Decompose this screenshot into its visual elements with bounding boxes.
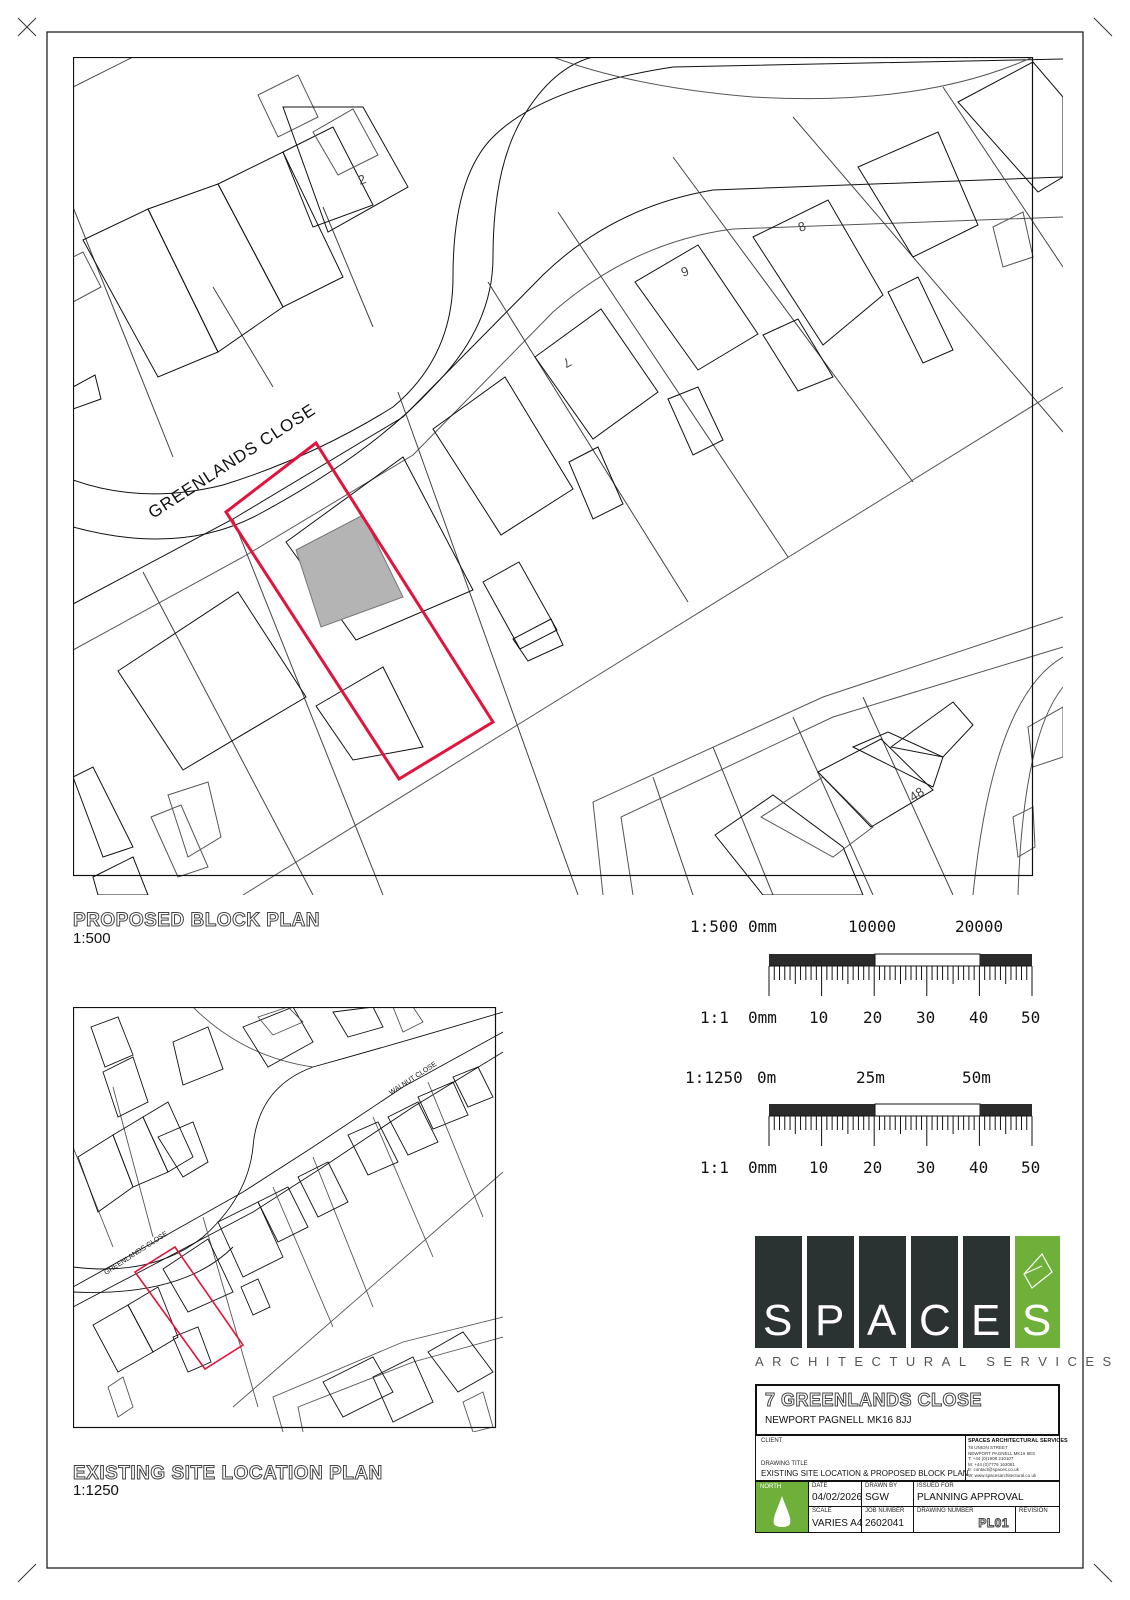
client-label: CLIENT [761,1438,783,1444]
location-road-label-walnut: WALNUT CLOSE [388,1060,439,1097]
title-block [755,1384,1068,1534]
location-road-label-greenlands: GREENLANDS CLOSE [103,1230,170,1277]
issued-for-cell [913,1481,1060,1507]
house-number-2: 2 [355,171,368,188]
scale-bar-1500-bottom-3: 30 [916,1008,936,1027]
scale-bar-1500-1to1: 1:1 [700,1008,729,1027]
date-label: DATE [812,1483,828,1489]
scale-bar-1500-ratio: 1:500 [690,917,739,936]
drawn-by-value: SGW [865,1492,889,1503]
block-plan [73,57,1063,895]
scale-bar-11250-bottom-2: 20 [863,1158,883,1177]
location-plan-title: EXISTING SITE LOCATION PLAN [73,1463,383,1484]
scale-bar-11250 [760,1100,1040,1150]
logo-letter-e: E [963,1236,1010,1348]
road-label-greenlands: GREENLANDS CLOSE [144,399,320,523]
logo-letter-a: A [859,1236,906,1348]
job-number-value: 2602041 [865,1518,904,1529]
scale-bar-1500-label-0: 0mm [748,917,777,936]
drawing-title: EXISTING SITE LOCATION & PROPOSED BLOCK PLAN [761,1469,969,1478]
job-number-cell [861,1506,914,1533]
client-box [755,1435,969,1481]
scale-bar-11250-label-1: 25m [856,1068,885,1087]
logo-letter-s2: S [1015,1236,1060,1348]
scale-bar-11250-1to1: 1:1 [700,1158,729,1177]
north-label: NORTH [760,1484,782,1490]
scale-bar-11250-label-0: 0m [757,1068,777,1087]
drawing-number-value: PL01 [978,1516,1009,1530]
revision-label: REVISION [1019,1508,1048,1514]
drawing-number-cell [913,1506,1016,1533]
logo-letter-c: C [911,1236,958,1348]
scale-bar-11250-bottom-5: 50 [1021,1158,1041,1177]
scale-label: SCALE [812,1508,832,1514]
location-plan-scale: 1:1250 [73,1482,119,1499]
job-number-label: JOB NUMBER [865,1508,905,1514]
scale-bar-11250-label-2: 50m [962,1068,991,1087]
location-plan [73,1007,503,1432]
scale-bar-1500-label-1: 10000 [848,917,897,936]
scale-value: VARIES A4 [812,1518,863,1529]
logo-letter-p: P [807,1236,854,1348]
scale-bar-1500-bottom-5: 50 [1021,1008,1041,1027]
house-number-7: 7 [560,354,574,372]
scale-bar-11250-ratio: 1:1250 [685,1068,743,1087]
logo-letter-s1: S [755,1236,802,1348]
scale-bar-1500-label-2: 20000 [955,917,1004,936]
block-plan-title: PROPOSED BLOCK PLAN [73,910,321,931]
logo-tagline: ARCHITECTURAL SERVICES [755,1354,1120,1369]
drawn-by-label: DRAWN BY [865,1483,898,1489]
company-name: SPACES ARCHITECTURAL SERVICES [968,1438,1068,1444]
scale-bar-11250-bottom-1: 10 [809,1158,829,1177]
scale-bar-11250-bottom-3: 30 [916,1158,936,1177]
issued-for-value: PLANNING APPROVAL [917,1492,1024,1503]
date-cell [808,1481,862,1507]
drawing-number-label: DRAWING NUMBER [917,1508,974,1514]
scale-bar-1500 [760,950,1040,1000]
drawn-by-cell [861,1481,914,1507]
project-postcode: MK16 8JJ [867,1415,912,1426]
drawing-title-label: DRAWING TITLE [761,1461,808,1467]
north-arrow-icon [770,1494,794,1530]
project-box [755,1384,1060,1436]
company-box [965,1435,1068,1481]
scale-bar-1500-bottom-4: 40 [969,1008,989,1027]
scale-bar-1500-bottom-2: 20 [863,1008,883,1027]
scale-bar-11250-bottom-0: 0mm [748,1158,777,1177]
logo-house-icon [1020,1244,1055,1294]
scale-bar-11250-bottom-4: 40 [969,1158,989,1177]
project-title: 7 GREENLANDS CLOSE [765,1390,983,1410]
house-number-9: 9 [678,263,691,280]
company-details: 78 UNION STREET NEWPORT PAGNELL MK16 8ES T: +44 (0)1908 210107 M: +44 (0)7776 162081 E: contact@spaces.co.uk W: www.spacesarchitectural.co.uk [968,1445,1037,1478]
block-plan-scale: 1:500 [73,930,111,947]
house-number-48: 48 [906,784,927,805]
scale-cell [808,1506,862,1533]
scale-bar-1500-bottom-0: 0mm [748,1008,777,1027]
house-number-8: 8 [795,218,808,235]
revision-cell [1015,1506,1060,1533]
project-address: NEWPORT PAGNELL [765,1415,864,1426]
scale-bar-1500-bottom-1: 10 [809,1008,829,1027]
date-value: 04/02/2026 [812,1492,863,1503]
north-box [755,1481,809,1533]
company-logo [755,1236,1120,1376]
issued-for-label: ISSUED FOR [917,1483,954,1489]
